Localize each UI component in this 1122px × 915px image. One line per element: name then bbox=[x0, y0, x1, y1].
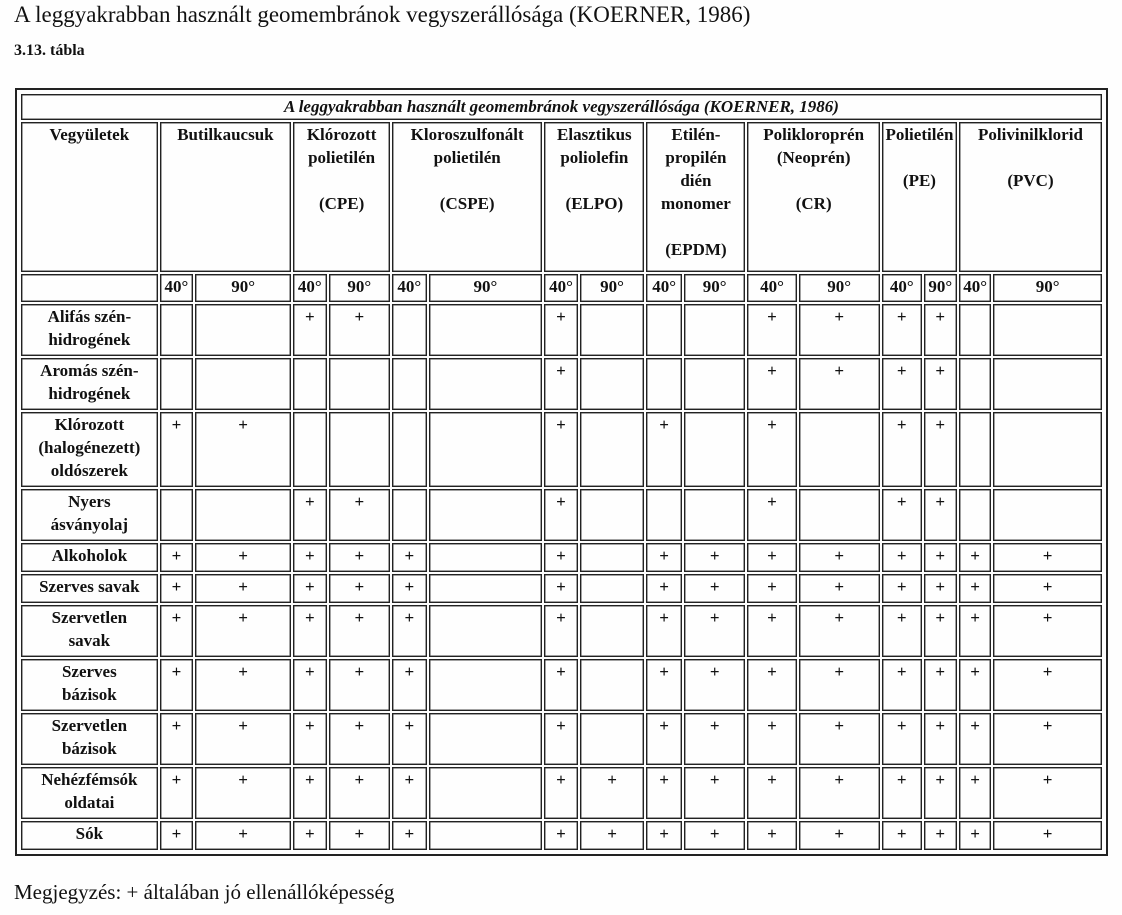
resistance-mark: + bbox=[544, 713, 577, 765]
resistance-mark: + bbox=[747, 543, 796, 572]
temp-40-label: 40° bbox=[959, 274, 991, 302]
resistance-mark bbox=[392, 412, 426, 487]
table-caption: A leggyakrabban használt geomembránok vegyszerállósága (KOERNER, 1986) bbox=[21, 94, 1102, 120]
resistance-mark bbox=[429, 304, 543, 356]
resistance-mark bbox=[799, 489, 880, 541]
cell-text-line bbox=[294, 169, 389, 192]
cell-text-line: bázisok bbox=[61, 739, 117, 758]
table-row bbox=[21, 659, 1102, 711]
resistance-mark: + bbox=[544, 605, 577, 657]
resistance-mark: + bbox=[544, 489, 577, 541]
table-row bbox=[21, 304, 1102, 356]
compound-name bbox=[21, 659, 158, 711]
resistance-mark bbox=[580, 412, 645, 487]
resistance-mark: + bbox=[924, 574, 957, 603]
cell-text-line: Etilén- bbox=[671, 125, 721, 144]
resistance-mark bbox=[684, 304, 746, 356]
resistance-mark: + bbox=[993, 659, 1102, 711]
resistance-mark: + bbox=[329, 767, 391, 819]
document-title: A leggyakrabban használt geomembránok vegyszerállósága (KOERNER, 1986) bbox=[14, 2, 751, 27]
resistance-mark: + bbox=[684, 543, 746, 572]
material-header-row bbox=[21, 122, 1102, 272]
compound-name bbox=[21, 574, 158, 603]
resistance-mark: + bbox=[799, 574, 880, 603]
resistance-mark: + bbox=[392, 821, 426, 850]
cell-text-line bbox=[883, 146, 956, 169]
material-header bbox=[160, 122, 291, 272]
resistance-mark bbox=[329, 412, 391, 487]
resistance-mark: + bbox=[799, 358, 880, 410]
resistance-mark: + bbox=[684, 574, 746, 603]
cell-text-line: Polivinilklorid bbox=[978, 125, 1083, 144]
resistance-mark: + bbox=[544, 304, 577, 356]
temp-40-label: 40° bbox=[747, 274, 796, 302]
compound-name bbox=[21, 821, 158, 850]
resistance-mark bbox=[160, 489, 193, 541]
resistance-mark bbox=[959, 304, 991, 356]
resistance-mark bbox=[580, 605, 645, 657]
resistance-mark bbox=[392, 358, 426, 410]
temp-40-label: 40° bbox=[882, 274, 922, 302]
resistance-mark: + bbox=[293, 543, 326, 572]
resistance-mark: + bbox=[160, 605, 193, 657]
compound-name bbox=[21, 412, 158, 487]
cell-text-line: oldószerek bbox=[50, 461, 128, 480]
resistance-mark: + bbox=[799, 543, 880, 572]
temp-40-label: 40° bbox=[392, 274, 426, 302]
resistance-mark: + bbox=[747, 821, 796, 850]
resistance-mark: + bbox=[544, 821, 577, 850]
resistance-mark: + bbox=[684, 659, 746, 711]
resistance-mark: + bbox=[993, 767, 1102, 819]
resistance-mark: + bbox=[646, 767, 681, 819]
resistance-mark: + bbox=[392, 659, 426, 711]
resistance-mark bbox=[646, 304, 681, 356]
resistance-mark: + bbox=[959, 821, 991, 850]
resistance-mark: + bbox=[544, 659, 577, 711]
cell-text-line bbox=[545, 169, 643, 192]
resistance-mark: + bbox=[924, 713, 957, 765]
cell-text-line: Szervetlen bbox=[51, 716, 128, 735]
temp-40-label: 40° bbox=[544, 274, 577, 302]
resistance-mark bbox=[580, 713, 645, 765]
cell-text-line bbox=[960, 146, 1101, 169]
resistance-mark: + bbox=[329, 489, 391, 541]
resistance-mark bbox=[580, 489, 645, 541]
resistance-mark bbox=[195, 489, 291, 541]
resistance-mark: + bbox=[392, 543, 426, 572]
cell-text-line: (Neoprén) bbox=[776, 148, 851, 167]
resistance-mark: + bbox=[882, 767, 922, 819]
resistance-mark: + bbox=[392, 605, 426, 657]
resistance-mark bbox=[429, 767, 543, 819]
resistance-mark: + bbox=[392, 713, 426, 765]
resistance-mark: + bbox=[924, 543, 957, 572]
cell-text-line: Alifás szén- bbox=[47, 307, 132, 326]
resistance-mark: + bbox=[882, 412, 922, 487]
resistance-mark: + bbox=[747, 659, 796, 711]
cell-text-line: oldatai bbox=[64, 793, 115, 812]
resistance-mark: + bbox=[195, 713, 291, 765]
resistance-mark bbox=[799, 412, 880, 487]
resistance-mark: + bbox=[993, 543, 1102, 572]
resistance-mark: + bbox=[747, 412, 796, 487]
resistance-mark: + bbox=[160, 767, 193, 819]
table-row bbox=[21, 821, 1102, 850]
resistance-mark: + bbox=[882, 543, 922, 572]
resistance-mark bbox=[993, 412, 1102, 487]
material-header bbox=[747, 122, 879, 272]
resistance-mark: + bbox=[195, 821, 291, 850]
resistance-mark: + bbox=[293, 574, 326, 603]
temp-90-label: 90° bbox=[993, 274, 1102, 302]
compound-name bbox=[21, 713, 158, 765]
resistance-mark bbox=[580, 543, 645, 572]
cell-text-line: (halogénezett) bbox=[38, 438, 141, 457]
resistance-mark: + bbox=[195, 543, 291, 572]
resistance-mark: + bbox=[329, 543, 391, 572]
compound-name bbox=[21, 767, 158, 819]
table-number: 3.13. tábla bbox=[14, 42, 85, 59]
cell-text-line: (EPDM) bbox=[665, 240, 727, 259]
resistance-mark bbox=[959, 412, 991, 487]
cell-text-line: Szerves savak bbox=[39, 577, 140, 596]
cell-text-line: Aromás szén- bbox=[40, 361, 139, 380]
resistance-mark: + bbox=[544, 574, 577, 603]
cell-text-line: monomer bbox=[660, 194, 731, 213]
resistance-mark: + bbox=[160, 821, 193, 850]
resistance-mark: + bbox=[993, 713, 1102, 765]
temp-90-label: 90° bbox=[580, 274, 645, 302]
resistance-mark bbox=[392, 304, 426, 356]
material-header bbox=[293, 122, 390, 272]
table-row bbox=[21, 543, 1102, 572]
resistance-mark bbox=[993, 489, 1102, 541]
table-row bbox=[21, 574, 1102, 603]
footnote: Megjegyzés: + általában jó ellenállóképesség bbox=[14, 880, 395, 904]
cell-text-line: Szerves bbox=[61, 662, 117, 681]
resistance-mark bbox=[429, 412, 543, 487]
resistance-mark bbox=[429, 821, 543, 850]
table-row bbox=[21, 358, 1102, 410]
resistance-mark: + bbox=[747, 713, 796, 765]
resistance-mark: + bbox=[924, 412, 957, 487]
table-frame bbox=[15, 88, 1108, 856]
resistance-mark: + bbox=[684, 713, 746, 765]
resistance-mark: + bbox=[160, 543, 193, 572]
resistance-mark: + bbox=[293, 659, 326, 711]
temp-40-label: 40° bbox=[160, 274, 193, 302]
resistance-mark: + bbox=[392, 574, 426, 603]
resistance-mark: + bbox=[959, 574, 991, 603]
cell-text-line: Klórozott bbox=[54, 415, 125, 434]
cell-text-line: ásványolaj bbox=[50, 515, 129, 534]
resistance-mark bbox=[993, 358, 1102, 410]
resistance-mark bbox=[429, 489, 543, 541]
resistance-mark: + bbox=[329, 574, 391, 603]
cell-text-line: hidrogének bbox=[48, 384, 131, 403]
resistance-mark bbox=[429, 713, 543, 765]
resistance-mark: + bbox=[293, 821, 326, 850]
cell-text-line: polietilén bbox=[308, 148, 376, 167]
cell-text-line: (PE) bbox=[902, 171, 936, 190]
compound-name bbox=[21, 489, 158, 541]
resistance-mark bbox=[429, 574, 543, 603]
resistance-mark: + bbox=[959, 713, 991, 765]
cell-text-line: Nehézfémsók bbox=[41, 770, 138, 789]
compound-name bbox=[21, 543, 158, 572]
resistance-mark: + bbox=[924, 659, 957, 711]
caption-row bbox=[21, 94, 1102, 120]
resistance-mark bbox=[959, 489, 991, 541]
cell-text-line: poliolefin bbox=[560, 148, 629, 167]
resistance-mark: + bbox=[329, 304, 391, 356]
resistance-mark: + bbox=[684, 821, 746, 850]
temp-90-label: 90° bbox=[924, 274, 957, 302]
resistance-mark: + bbox=[293, 605, 326, 657]
resistance-mark: + bbox=[293, 304, 326, 356]
temperature-blank bbox=[21, 274, 158, 302]
resistance-mark bbox=[429, 659, 543, 711]
cell-text-line: (PVC) bbox=[1007, 171, 1054, 190]
resistance-mark: + bbox=[293, 767, 326, 819]
cell-text-line bbox=[393, 169, 541, 192]
resistance-mark bbox=[580, 358, 645, 410]
resistance-mark bbox=[429, 543, 543, 572]
resistance-mark: + bbox=[799, 767, 880, 819]
resistance-mark: + bbox=[646, 659, 681, 711]
cell-text-line: (ELPO) bbox=[565, 194, 624, 213]
temp-90-label: 90° bbox=[429, 274, 543, 302]
cell-text-line: Szervetlen bbox=[51, 608, 128, 627]
resistance-mark: + bbox=[882, 304, 922, 356]
material-header bbox=[646, 122, 745, 272]
resistance-mark bbox=[160, 304, 193, 356]
resistance-mark: + bbox=[747, 358, 796, 410]
resistance-mark: + bbox=[646, 412, 681, 487]
cell-text-line: hidrogének bbox=[48, 330, 131, 349]
resistance-mark: + bbox=[580, 821, 645, 850]
cell-text-line: savak bbox=[68, 631, 111, 650]
resistance-mark: + bbox=[329, 605, 391, 657]
resistance-mark: + bbox=[160, 713, 193, 765]
resistance-mark: + bbox=[882, 713, 922, 765]
resistance-mark: + bbox=[195, 767, 291, 819]
table-row bbox=[21, 605, 1102, 657]
temp-90-label: 90° bbox=[684, 274, 746, 302]
table-row bbox=[21, 489, 1102, 541]
resistance-mark: + bbox=[544, 412, 577, 487]
material-header bbox=[959, 122, 1102, 272]
temp-90-label: 90° bbox=[799, 274, 880, 302]
cell-text-line: propilén bbox=[665, 148, 727, 167]
resistance-mark: + bbox=[646, 605, 681, 657]
resistance-mark bbox=[429, 605, 543, 657]
resistance-mark: + bbox=[747, 304, 796, 356]
resistance-mark: + bbox=[924, 821, 957, 850]
cell-text-line: (CPE) bbox=[318, 194, 365, 213]
resistance-mark bbox=[293, 412, 326, 487]
resistance-mark: + bbox=[993, 821, 1102, 850]
resistance-mark: + bbox=[924, 605, 957, 657]
resistance-mark: + bbox=[160, 412, 193, 487]
temp-40-label: 40° bbox=[646, 274, 681, 302]
compound-name bbox=[21, 304, 158, 356]
corner-header: Vegyületek bbox=[21, 122, 158, 272]
compound-name bbox=[21, 605, 158, 657]
resistance-mark: + bbox=[646, 713, 681, 765]
resistance-mark: + bbox=[959, 543, 991, 572]
resistance-mark bbox=[329, 358, 391, 410]
resistance-mark: + bbox=[747, 605, 796, 657]
resistance-mark: + bbox=[882, 659, 922, 711]
resistance-mark: + bbox=[160, 574, 193, 603]
resistance-mark: + bbox=[799, 821, 880, 850]
temperature-row bbox=[21, 274, 1102, 302]
resistance-mark: + bbox=[747, 767, 796, 819]
resistance-mark: + bbox=[882, 489, 922, 541]
resistance-mark bbox=[684, 412, 746, 487]
cell-text-line: Alkoholok bbox=[51, 546, 128, 565]
resistance-mark: + bbox=[195, 412, 291, 487]
resistance-mark bbox=[580, 304, 645, 356]
resistance-mark: + bbox=[882, 358, 922, 410]
resistance-mark bbox=[684, 358, 746, 410]
resistance-mark bbox=[646, 489, 681, 541]
resistance-mark: + bbox=[993, 605, 1102, 657]
resistance-mark: + bbox=[293, 489, 326, 541]
resistance-mark bbox=[293, 358, 326, 410]
resistance-mark: + bbox=[544, 767, 577, 819]
compound-name bbox=[21, 358, 158, 410]
resistance-mark bbox=[580, 574, 645, 603]
resistance-mark: + bbox=[392, 767, 426, 819]
resistance-mark: + bbox=[799, 659, 880, 711]
cell-text-line: Polietilén bbox=[885, 125, 954, 144]
resistance-mark bbox=[195, 358, 291, 410]
resistance-mark: + bbox=[747, 489, 796, 541]
resistance-mark: + bbox=[924, 304, 957, 356]
resistance-mark bbox=[195, 304, 291, 356]
resistance-mark: + bbox=[882, 574, 922, 603]
resistance-mark: + bbox=[799, 713, 880, 765]
resistance-mark bbox=[646, 358, 681, 410]
cell-text-line: bázisok bbox=[61, 685, 117, 704]
resistance-mark: + bbox=[646, 574, 681, 603]
cell-text-line: Sók bbox=[75, 824, 104, 843]
cell-text-line: (CR) bbox=[795, 194, 832, 213]
temp-90-label: 90° bbox=[195, 274, 291, 302]
resistance-mark bbox=[392, 489, 426, 541]
resistance-mark: + bbox=[882, 605, 922, 657]
material-header bbox=[392, 122, 542, 272]
resistance-mark: + bbox=[195, 605, 291, 657]
resistance-mark bbox=[160, 358, 193, 410]
resistance-mark: + bbox=[544, 358, 577, 410]
cell-text-line: Polikloroprén bbox=[763, 125, 865, 144]
resistance-mark bbox=[684, 489, 746, 541]
table-row bbox=[21, 767, 1102, 819]
resistance-mark: + bbox=[646, 543, 681, 572]
table-row bbox=[21, 713, 1102, 765]
cell-text-line: Klórozott bbox=[306, 125, 377, 144]
resistance-mark: + bbox=[959, 605, 991, 657]
cell-text-line: Butilkaucsuk bbox=[177, 125, 274, 144]
resistance-table bbox=[19, 92, 1104, 852]
cell-text-line: (CSPE) bbox=[439, 194, 495, 213]
resistance-mark bbox=[429, 358, 543, 410]
resistance-mark: + bbox=[882, 821, 922, 850]
resistance-mark: + bbox=[544, 543, 577, 572]
resistance-mark: + bbox=[959, 767, 991, 819]
resistance-mark: + bbox=[195, 574, 291, 603]
resistance-mark: + bbox=[799, 605, 880, 657]
resistance-mark: + bbox=[580, 767, 645, 819]
resistance-mark bbox=[993, 304, 1102, 356]
cell-text-line bbox=[748, 169, 878, 192]
resistance-mark: + bbox=[329, 659, 391, 711]
temp-90-label: 90° bbox=[329, 274, 391, 302]
resistance-mark: + bbox=[924, 767, 957, 819]
temp-40-label: 40° bbox=[293, 274, 326, 302]
resistance-mark: + bbox=[799, 304, 880, 356]
resistance-mark: + bbox=[993, 574, 1102, 603]
resistance-mark: + bbox=[329, 821, 391, 850]
resistance-mark: + bbox=[747, 574, 796, 603]
cell-text-line: polietilén bbox=[433, 148, 501, 167]
material-header bbox=[544, 122, 644, 272]
resistance-mark: + bbox=[959, 659, 991, 711]
resistance-mark bbox=[580, 659, 645, 711]
resistance-mark bbox=[959, 358, 991, 410]
cell-text-line bbox=[647, 215, 744, 238]
resistance-mark: + bbox=[924, 489, 957, 541]
material-header bbox=[882, 122, 957, 272]
resistance-mark: + bbox=[684, 767, 746, 819]
cell-text-line: Kloroszulfonált bbox=[410, 125, 524, 144]
cell-text-line: Elasztikus bbox=[557, 125, 632, 144]
resistance-mark: + bbox=[646, 821, 681, 850]
resistance-mark: + bbox=[293, 713, 326, 765]
resistance-mark: + bbox=[924, 358, 957, 410]
resistance-mark: + bbox=[684, 605, 746, 657]
cell-text-line: Nyers bbox=[68, 492, 111, 511]
table-row bbox=[21, 412, 1102, 487]
resistance-mark: + bbox=[329, 713, 391, 765]
resistance-mark: + bbox=[195, 659, 291, 711]
resistance-mark: + bbox=[160, 659, 193, 711]
cell-text-line: dién bbox=[680, 171, 712, 190]
